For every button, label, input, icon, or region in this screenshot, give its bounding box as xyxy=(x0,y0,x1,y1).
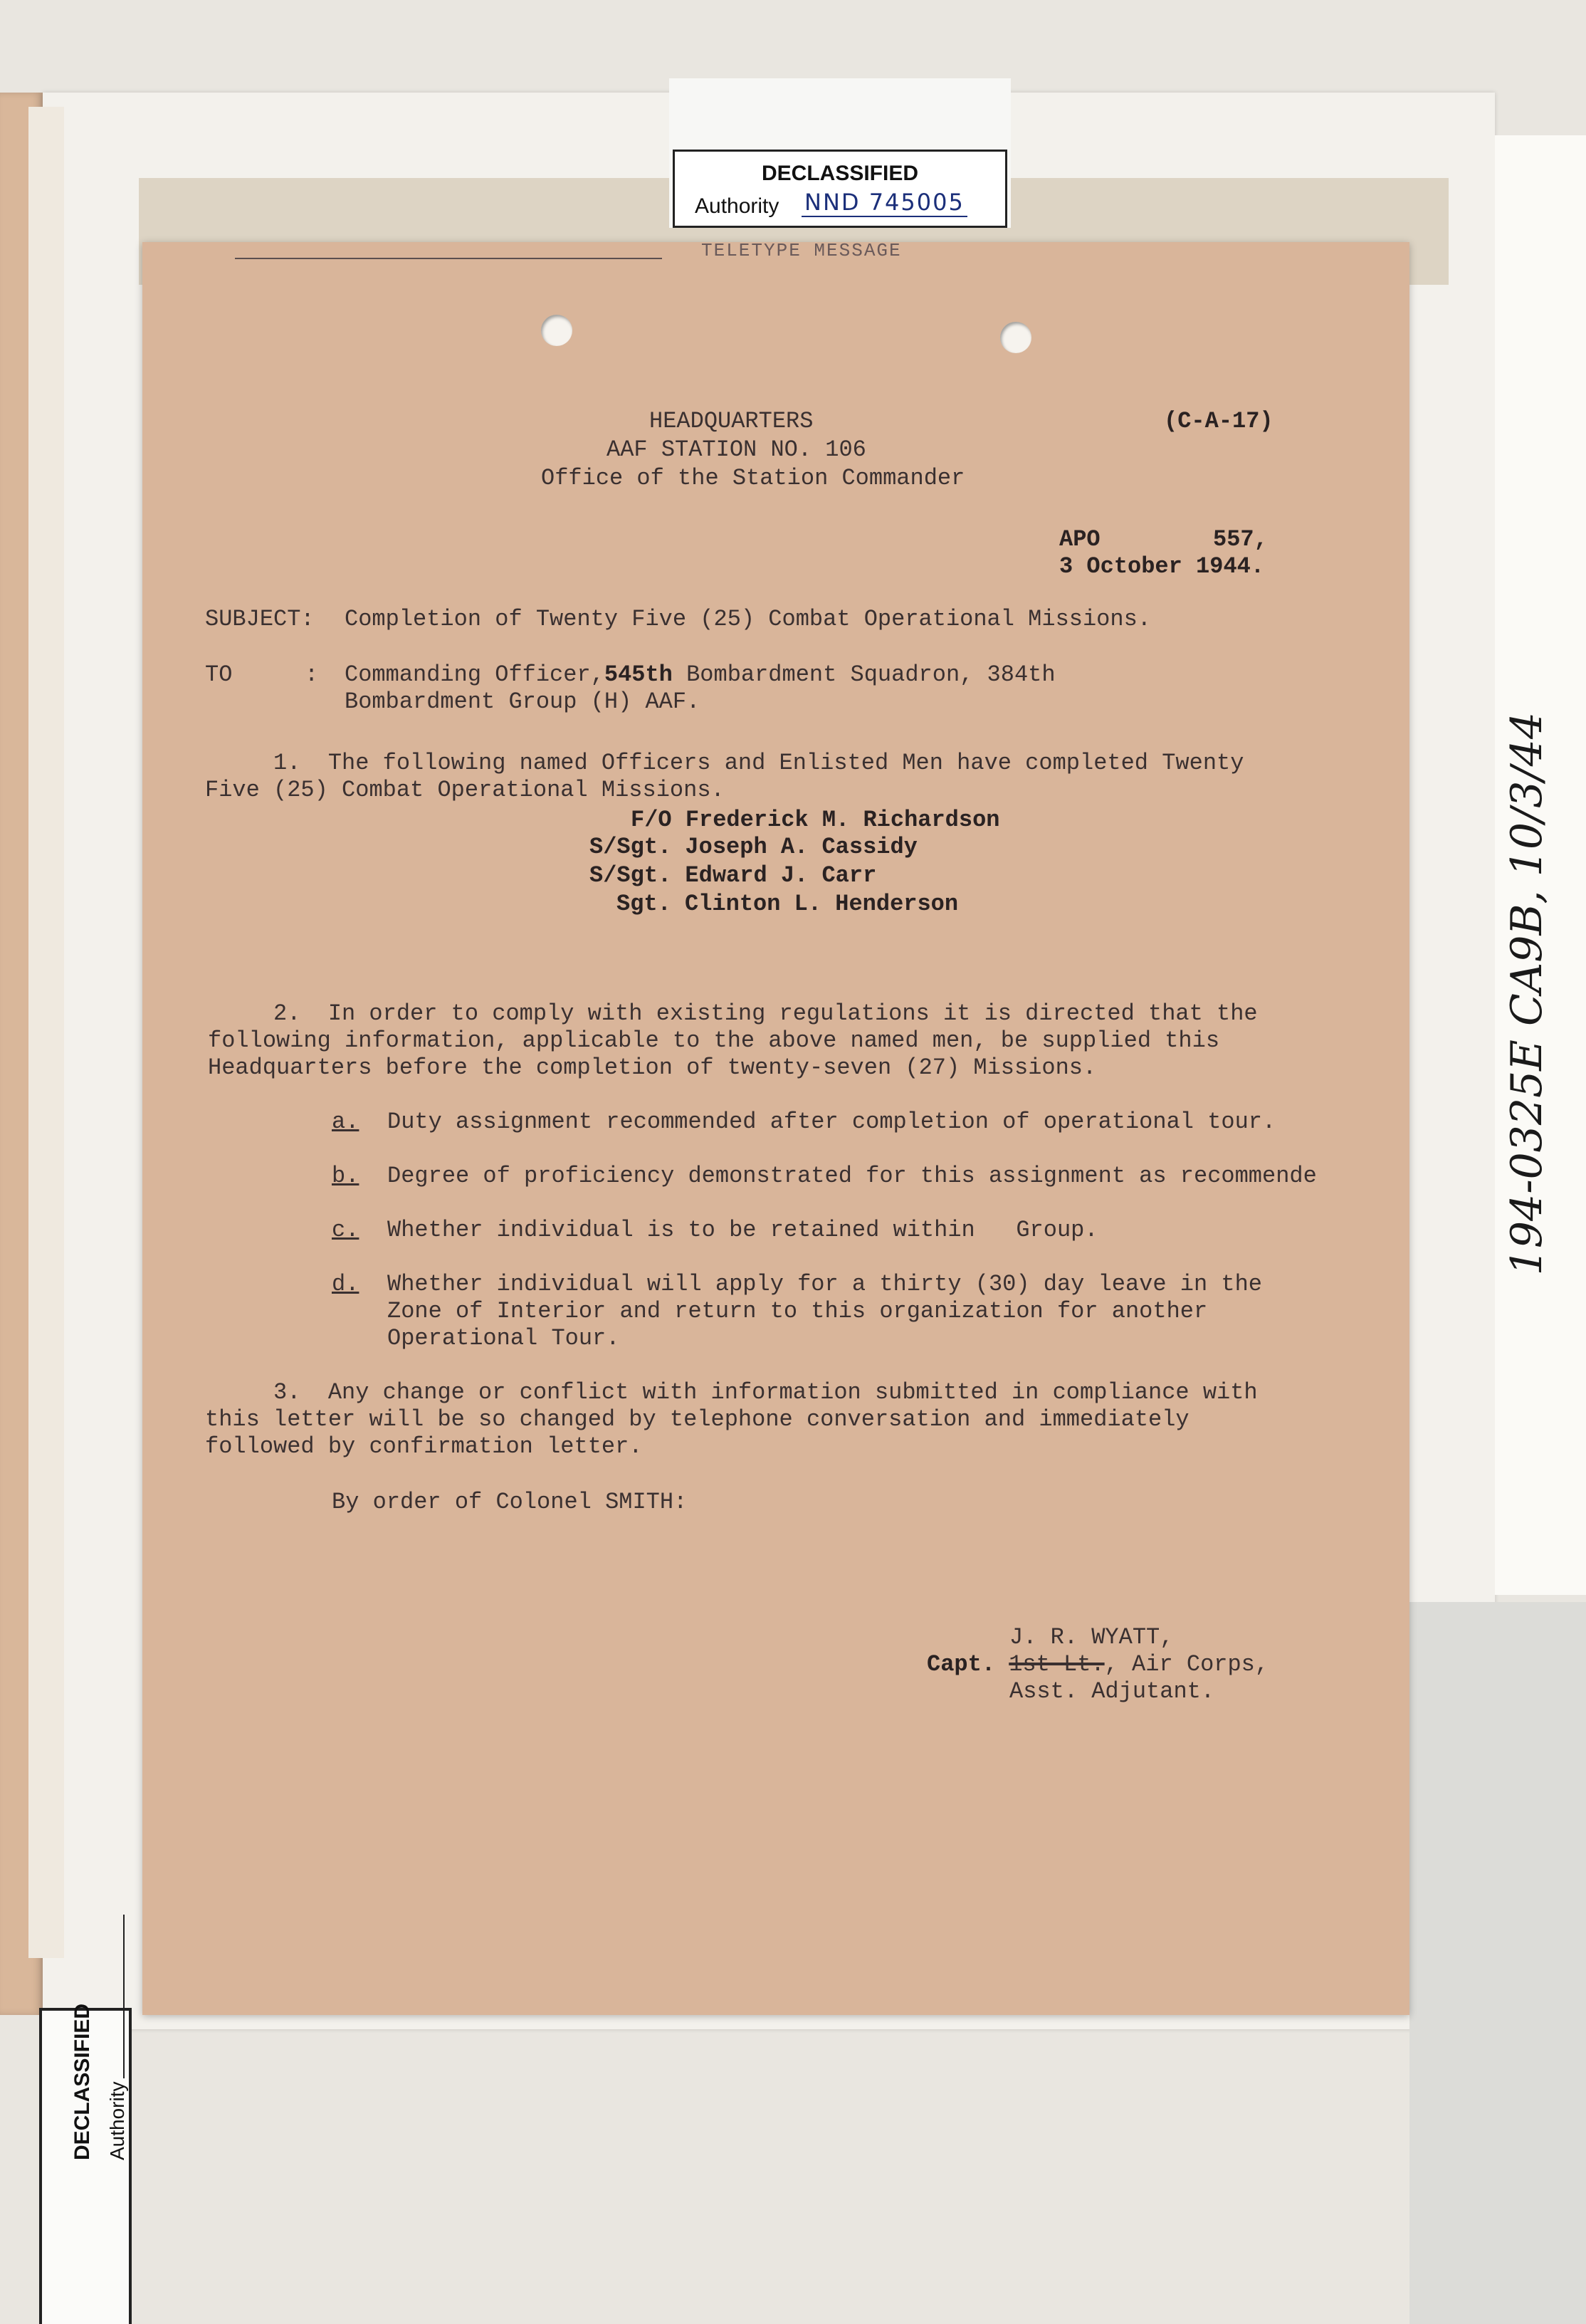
declassified-stamp-bottom xyxy=(39,2003,132,2324)
item-d-line-2: Zone of Interior and return to this organization for another xyxy=(387,1298,1208,1324)
declassified-stamp xyxy=(673,150,1007,228)
file-code: (C-A-17) xyxy=(1164,408,1273,434)
declassified-title: DECLASSIFIED xyxy=(761,162,919,185)
paragraph-2-line-3: Headquarters before the completion of twenty-seven (27) Missions. xyxy=(208,1054,1097,1081)
crew-name: S/Sgt. Joseph A. Cassidy xyxy=(589,834,918,860)
order-line: By order of Colonel SMITH: xyxy=(332,1489,688,1515)
to-line-2: Bombardment Group (H) AAF. xyxy=(345,689,700,715)
paragraph-3-line-3: followed by confirmation letter. xyxy=(205,1433,643,1460)
punch-hole xyxy=(541,315,572,346)
to-colon: : xyxy=(305,661,319,688)
to-label: TO xyxy=(205,661,233,688)
item-a-label: a. xyxy=(332,1109,359,1135)
item-d-line-1: Whether individual will apply for a thirty (30) day leave in the xyxy=(387,1271,1262,1297)
item-d-line-3: Operational Tour. xyxy=(387,1325,620,1351)
apo-label: APO xyxy=(1059,526,1101,553)
apo-number: 557, xyxy=(1213,526,1268,553)
letterhead-headquarters: HEADQUARTERS xyxy=(649,408,814,434)
teletype-header: TELETYPE MESSAGE xyxy=(701,240,902,261)
item-a-text: Duty assignment recommended after completion of operational tour. xyxy=(387,1109,1276,1135)
paragraph-2-line-1: 2. In order to comply with existing regulations it is directed that the xyxy=(273,1000,1258,1027)
signature-title: Asst. Adjutant. xyxy=(1009,1678,1215,1705)
signature-rank-line: Capt. 1st Lt., Air Corps, xyxy=(927,1651,1269,1677)
declassified-title: DECLASSIFIED xyxy=(70,2003,94,2160)
crew-name: F/O Frederick M. Richardson xyxy=(631,807,1000,833)
paragraph-2-line-2: following information, applicable to the above named men, be supplied this xyxy=(208,1027,1220,1054)
authority-label: Authority xyxy=(695,194,779,218)
paragraph-1-line-1: 1. The following named Officers and Enlisted Men have completed Twenty xyxy=(273,750,1244,776)
punch-hole xyxy=(1000,322,1031,353)
background-area xyxy=(1409,1602,1586,2324)
subject-text: Completion of Twenty Five (25) Combat Operational Missions. xyxy=(345,606,1151,632)
authority-label: Authority xyxy=(106,2081,128,2160)
to-line-1: Commanding Officer,545th Bombardment Squadron, 384th xyxy=(345,661,1056,688)
letterhead-office: Office of the Station Commander xyxy=(541,465,965,491)
folder-edge xyxy=(28,107,64,1958)
crew-name: S/Sgt. Edward J. Carr xyxy=(589,862,877,889)
authority-line xyxy=(123,1915,125,2078)
paragraph-3-line-1: 3. Any change or conflict with information submitted in compliance with xyxy=(273,1379,1258,1406)
authority-number: NND 745005 xyxy=(802,189,967,217)
subject-label: SUBJECT: xyxy=(205,606,315,632)
stamp-rotated-content xyxy=(70,1904,163,2160)
signature-name: J. R. WYATT, xyxy=(1009,1624,1174,1650)
paragraph-3-line-2: this letter will be so changed by telephone conversation and immediately xyxy=(205,1406,1190,1433)
item-c-text: Whether individual is to be retained within Group. xyxy=(387,1217,1098,1243)
item-b-label: b. xyxy=(332,1163,359,1189)
rule-line xyxy=(235,258,662,259)
item-b-text: Degree of proficiency demonstrated for this assignment as recommende xyxy=(387,1163,1317,1189)
letterhead-station: AAF STATION NO. 106 xyxy=(606,436,866,463)
paragraph-1-line-2: Five (25) Combat Operational Missions. xyxy=(205,777,725,803)
letter-date: 3 October 1944. xyxy=(1059,553,1265,580)
item-c-label: c. xyxy=(332,1217,359,1243)
handwritten-note: 194-0325E CA9B, 10/3/44 xyxy=(1502,712,1552,1276)
letter-document xyxy=(142,242,1409,2015)
crew-name: Sgt. Clinton L. Henderson xyxy=(616,891,959,917)
item-d-label: d. xyxy=(332,1271,359,1297)
